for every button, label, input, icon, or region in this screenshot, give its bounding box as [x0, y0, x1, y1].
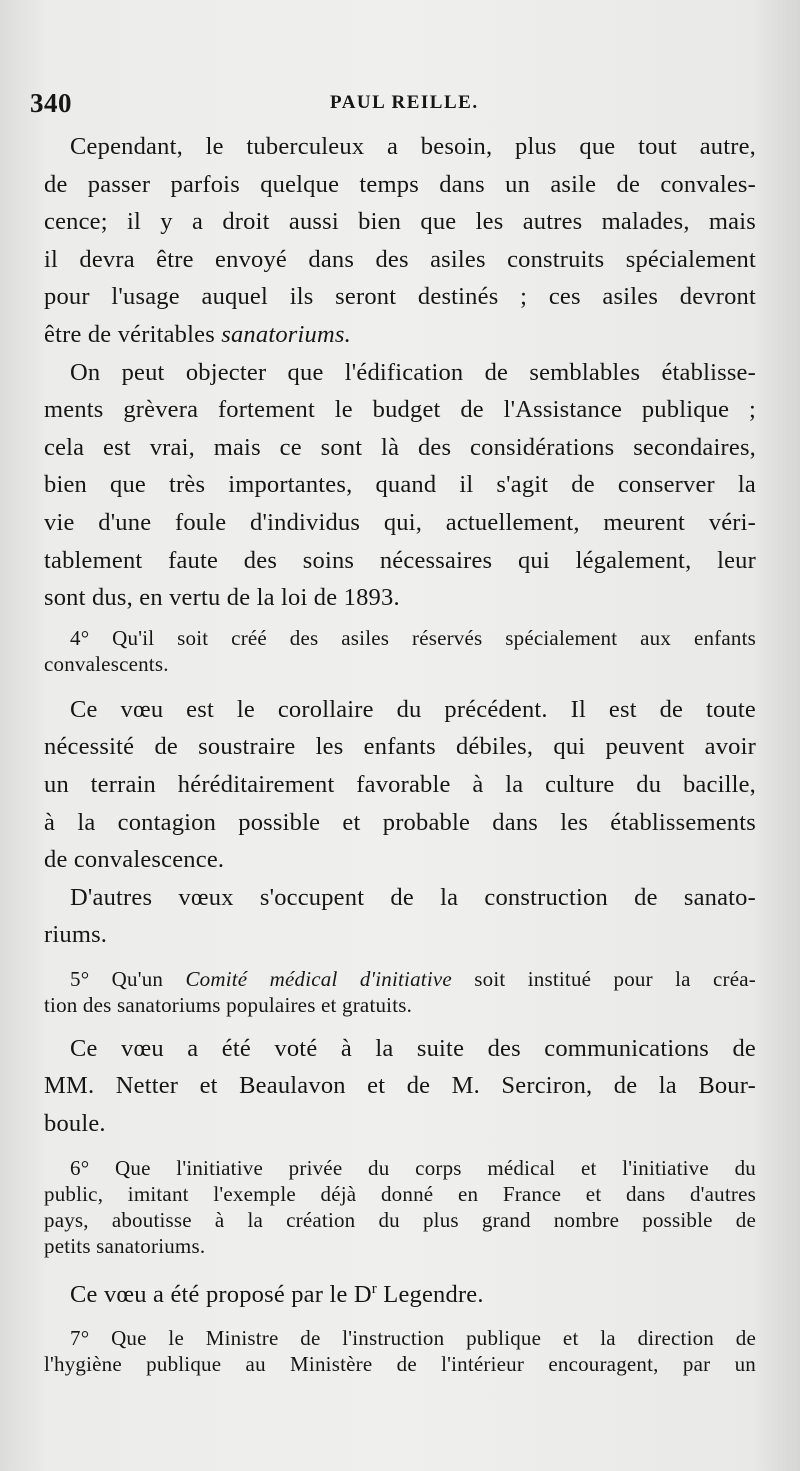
text-line: il devra être envoyé dans des asiles construits spécialement [44, 245, 756, 273]
text-fragment: Ce vœu a été proposé par le D [70, 1280, 372, 1308]
text-line: vie d'une foule d'individus qui, actuellement, meurent véri- [44, 508, 756, 536]
text-line: bien que très importantes, quand il s'agit de conserver la [44, 471, 756, 499]
text-line: tablement faute des soins nécessaires qui légalement, leur [44, 546, 756, 574]
text-line: petits sanatoriums. [44, 1233, 206, 1258]
paragraph [44, 879, 756, 954]
text-line: 6° Que l'initiative privée du corps médical et l'initiative du [70, 1155, 756, 1180]
paragraph [44, 354, 756, 617]
text-line: un terrain héréditairement favorable à la culture du bacille, [44, 770, 756, 798]
text-line: public, imitant l'exemple déjà donné en France et dans d'autres [44, 1181, 756, 1206]
text-line: tion des sanatoriums populaires et gratuits. [44, 992, 413, 1017]
text-fragment: être de véritables [44, 320, 222, 348]
text-line [44, 316, 756, 354]
text-line: l'hygiène publique au Ministère de l'intérieur encouragent, par un [44, 1352, 756, 1377]
text-line: On peut objecter que l'édification de semblables établisse- [70, 358, 756, 386]
text-line: Cependant, le tuberculeux a besoin, plus que tout autre, [70, 133, 756, 160]
text-line: boule. [44, 1110, 106, 1138]
running-head: PAUL REILLE. [330, 92, 479, 113]
body-text [44, 128, 756, 1377]
text-fragment: Legendre. [376, 1280, 484, 1308]
text-line: nécessité de soustraire les enfants débiles, qui peuvent avoir [44, 733, 756, 761]
paragraph [44, 1030, 756, 1143]
resolution-paragraph [44, 625, 756, 677]
text-line: de convalescence. [44, 846, 225, 874]
resolution-paragraph [44, 1155, 756, 1259]
text-line: de passer parfois quelque temps dans un asile de convales- [44, 170, 756, 198]
text-line: ments grèvera fortement le budget de l'Assistance publique ; [44, 396, 756, 424]
paragraph [44, 128, 756, 354]
text-fragment: soit institué pour la créa- [451, 966, 756, 991]
text-line: 7° Que le Ministre de l'instruction publique et la direction de [70, 1326, 756, 1351]
resolution-paragraph [44, 966, 756, 1018]
text-line: convalescents. [44, 651, 169, 676]
text-line: riums. [44, 921, 108, 949]
resolution-paragraph [44, 1325, 756, 1377]
emphasis-text: Comité médical d'initiative [185, 966, 452, 991]
emphasis-text: sanatoriums. [221, 320, 351, 348]
text-line: MM. Netter et Beaulavon et de M. Serciron, de la Bour- [44, 1072, 756, 1100]
page-number: 340 [30, 88, 72, 118]
text-line: Ce vœu est le corollaire du précédent. Il est de toute [70, 695, 756, 723]
paragraph [44, 1271, 756, 1314]
text-fragment: 5° Qu'un [70, 966, 186, 991]
text-line: sont dus, en vertu de la loi de 1893. [44, 584, 400, 612]
text-line: pays, aboutisse à la création du plus grand nombre possible de [44, 1207, 756, 1232]
text-line: à la contagion possible et probable dans les établissements [44, 808, 756, 836]
text-line: cela est vrai, mais ce sont là des considérations secondaires, [44, 433, 756, 461]
superscript-text: r [371, 1280, 377, 1297]
paragraph [44, 691, 756, 879]
text-line [44, 966, 756, 992]
text-line: 4° Qu'il soit créé des asiles réservés spécialement aux enfants [70, 625, 756, 650]
text-line: pour l'usage auquel ils seront destinés ; ces asiles devront [44, 283, 756, 311]
text-line: Ce vœu a été voté à la suite des communications de [70, 1034, 756, 1062]
text-line: D'autres vœux s'occupent de la construction de sanato- [70, 883, 756, 911]
page-header [30, 88, 770, 122]
text-line: cence; il y a droit aussi bien que les autres malades, mais [44, 208, 756, 236]
text-line [44, 1271, 756, 1314]
